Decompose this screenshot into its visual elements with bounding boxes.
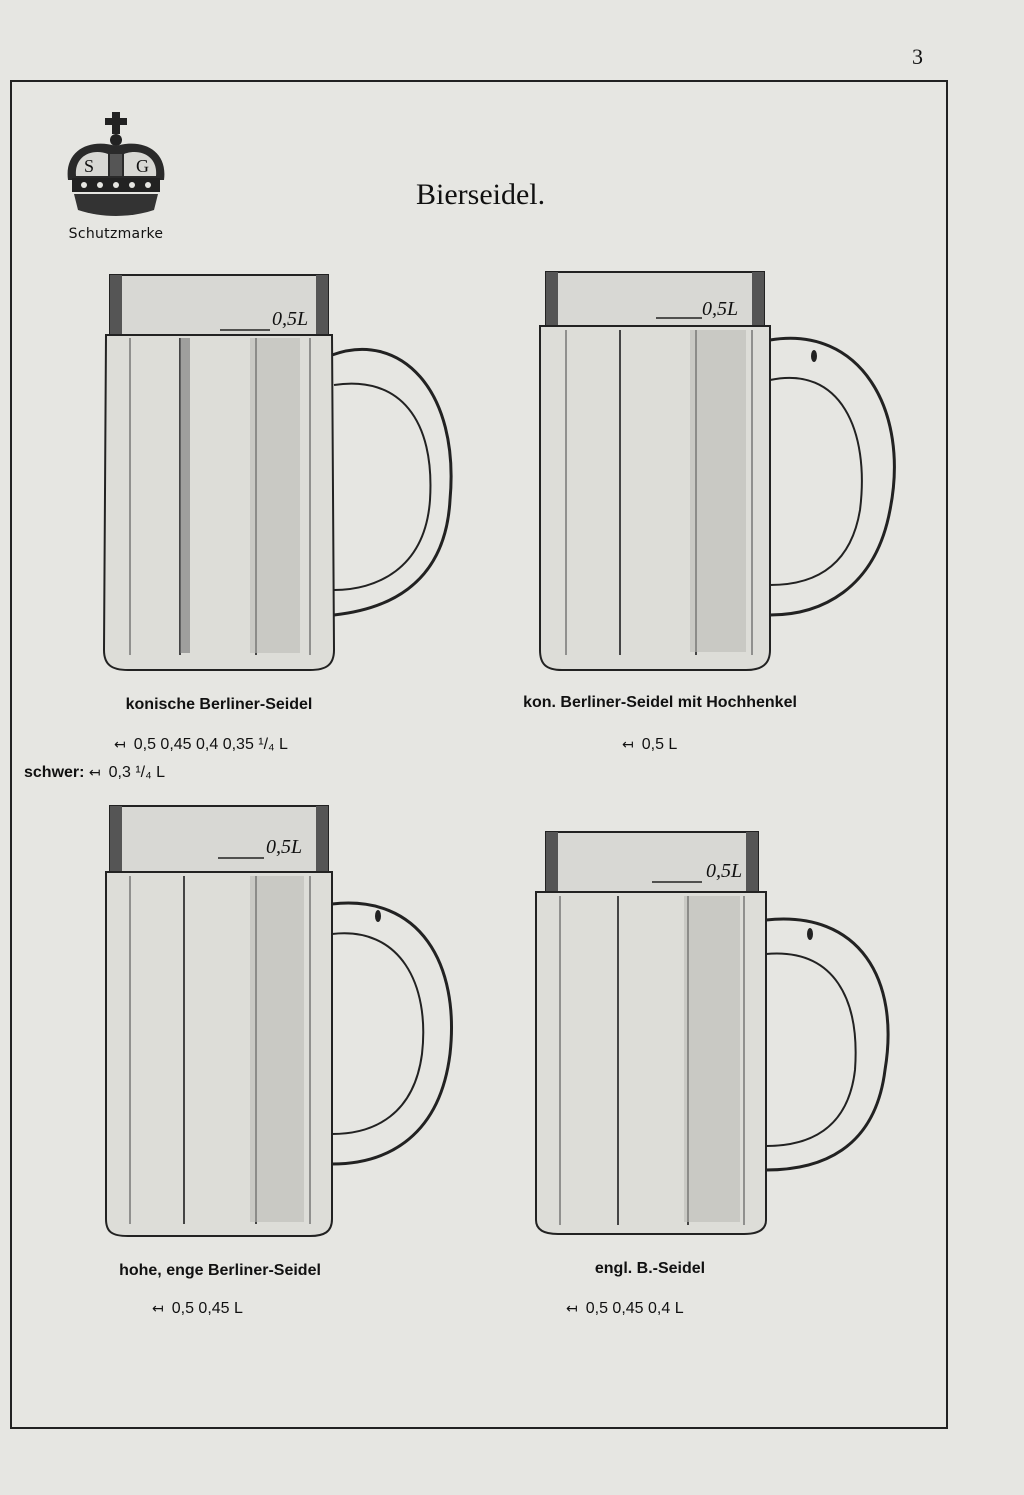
product-sizes — [152, 1300, 243, 1318]
capacity-mark: 0,5L — [266, 836, 303, 858]
page-title: Bierseidel. — [416, 178, 546, 211]
size-arrow-icon: ↤ — [566, 1300, 578, 1316]
logo-letter-s: S — [84, 156, 95, 176]
heavy-size-list: 0,3 ¹/₄ L — [108, 764, 165, 781]
size-list: 0,5 L — [641, 736, 678, 753]
size-list: 0,5 0,45 0,4 L — [585, 1300, 684, 1317]
page-number: 3 — [912, 44, 923, 69]
heavy-sizes-row — [24, 764, 165, 782]
capacity-mark: 0,5L — [272, 308, 309, 330]
crown-icon — [60, 110, 172, 222]
product-name: engl. B.-Seidel — [594, 1260, 706, 1277]
size-list: 0,5 0,45 0,4 0,35 ¹/₄ L — [133, 736, 288, 753]
product-sizes — [622, 736, 677, 754]
logo-letter-g: G — [136, 156, 149, 176]
product-konische-berliner-seidel — [24, 270, 480, 790]
heavy-label: schwer: — [24, 764, 85, 781]
product-kon-berliner-seidel-hochhenkel — [523, 270, 910, 770]
size-arrow-icon: ↤ — [114, 736, 126, 752]
size-arrow-icon: ↤ — [88, 764, 101, 780]
mug-illustration — [100, 270, 480, 680]
product-name: hohe, enge Berliner-Seidel — [119, 1262, 321, 1279]
mug-illustration — [530, 830, 910, 1240]
product-hohe-enge-berliner-seidel — [100, 804, 480, 1324]
product-sizes — [114, 736, 288, 754]
product-sizes — [566, 1300, 684, 1318]
logo-caption: Schutzmarke — [68, 226, 164, 242]
product-name: konische Berliner-Seidel — [125, 696, 313, 713]
mug-illustration — [100, 804, 480, 1244]
capacity-mark: 0,5L — [702, 298, 739, 320]
size-arrow-icon: ↤ — [152, 1300, 164, 1316]
mug-illustration — [530, 270, 910, 680]
size-arrow-icon: ↤ — [622, 736, 634, 752]
product-name: kon. Berliner-Seidel mit Hochhenkel — [523, 694, 797, 711]
product-engl-b-seidel — [530, 830, 910, 1330]
trademark-logo — [56, 110, 176, 250]
capacity-mark: 0,5L — [706, 860, 743, 882]
size-list: 0,5 0,45 L — [171, 1300, 243, 1317]
